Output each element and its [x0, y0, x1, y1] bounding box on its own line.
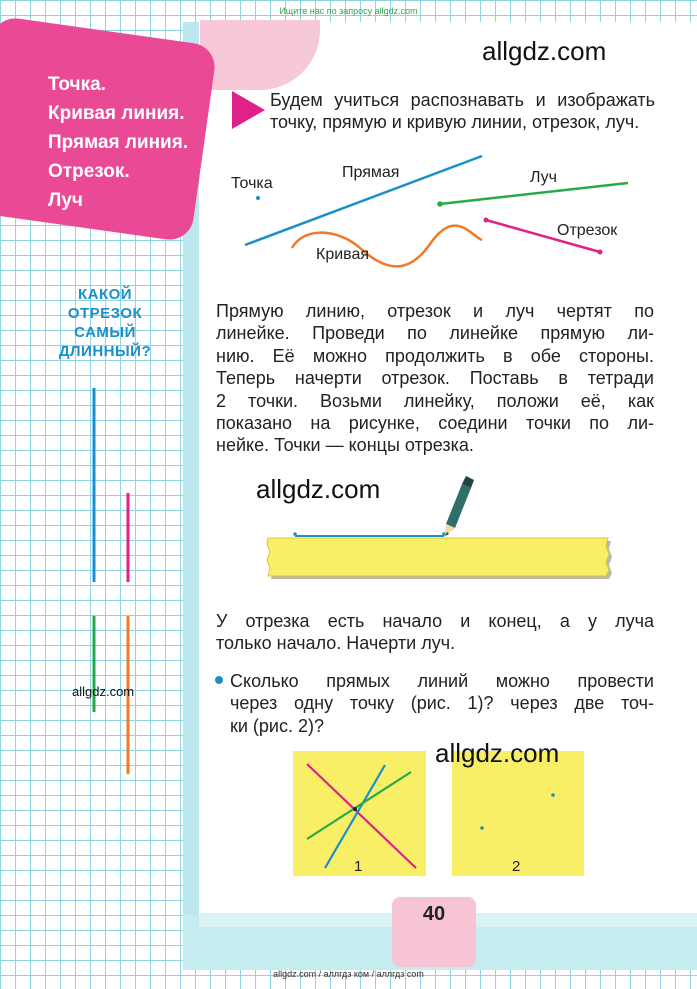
- question-line: ОТРЕЗОК: [67, 305, 143, 322]
- play-triangle-icon: [231, 91, 267, 131]
- left-question: [40, 285, 170, 361]
- footer-note: allgdz.com / аллгдз ком / аллгдз com: [273, 969, 424, 979]
- question-line: через одну точку (рис. 1)? через две точ-: [230, 693, 654, 714]
- paragraph-2: [216, 610, 654, 655]
- paragraph-line: показано на рисунке, соедини точки по ли-: [216, 413, 654, 434]
- figure-1-label: 1: [354, 858, 363, 875]
- paragraph-line: Теперь начерти отрезок. Поставь в тетради: [216, 368, 654, 389]
- bullet-icon: [215, 676, 223, 684]
- paragraph-line: У отрезка есть начало и конец, а у луча: [216, 611, 654, 631]
- point-b: [551, 793, 555, 797]
- geometry-diagram: [200, 140, 697, 280]
- point-mark: [256, 196, 260, 200]
- top-note: Ищите нас по запросу allgdz.com: [279, 6, 418, 16]
- drawn-segment-end-a: [293, 532, 297, 536]
- question-line: ДЛИННЫЙ?: [58, 343, 152, 360]
- pencil-icon: [445, 476, 474, 536]
- banner-line: Кривая линия.: [48, 103, 185, 124]
- label-line: Прямая: [342, 164, 400, 181]
- watermark-ruler: allgdz.com: [256, 474, 381, 504]
- question-text: [230, 670, 654, 737]
- segment-end-a: [484, 218, 489, 223]
- watermark-top: allgdz.com: [482, 36, 607, 66]
- intro-line: Будем учиться распознавать и изображать: [270, 90, 655, 110]
- paragraph-line: 2 точки. Возьми линейку, положи её, как: [216, 390, 654, 411]
- banner-text: [48, 70, 188, 215]
- ruler-illustration: [262, 474, 614, 584]
- question-line: ки (рис. 2)?: [230, 715, 325, 736]
- point-a: [480, 826, 484, 830]
- watermark-squares: allgdz.com: [435, 738, 560, 768]
- banner-line: Отрезок.: [48, 161, 130, 182]
- banner-line: Прямая линия.: [48, 132, 189, 153]
- ray-start-point: [437, 201, 443, 207]
- line-blue: [325, 765, 385, 868]
- label-point: Точка: [231, 175, 273, 192]
- label-curve: Кривая: [316, 246, 370, 263]
- center-point: [353, 807, 357, 811]
- banner-line: Луч: [48, 190, 83, 211]
- ruler-body: [267, 538, 609, 576]
- figure-2-label: 2: [512, 858, 521, 875]
- watermark-left: allgdz.com: [72, 684, 135, 699]
- question-line: КАКОЙ: [77, 286, 133, 303]
- paragraph-line: нию. Её можно продолжить в обе стороны.: [216, 345, 654, 366]
- question-line: САМЫЙ: [74, 324, 136, 341]
- label-ray: Луч: [530, 169, 558, 186]
- paragraph-line: Прямую линию, отрезок и луч чертят по: [216, 301, 654, 321]
- intro-text: [270, 89, 655, 134]
- paragraph-line: нейке. Точки — концы отрезка.: [216, 435, 474, 456]
- paragraph-line: только начало. Начерти луч.: [216, 633, 456, 654]
- segment-end-b: [598, 250, 603, 255]
- question-line: Сколько прямых линий можно провести: [230, 671, 654, 691]
- label-segment: Отрезок: [557, 222, 618, 239]
- page-number: 40: [422, 903, 446, 925]
- segments-comparison: [60, 380, 160, 780]
- banner-line: Точка.: [48, 74, 106, 95]
- line-green: [307, 772, 411, 839]
- paragraph-1: [216, 300, 654, 457]
- intro-line: точку, прямую и кривую линии, отрезок, луч.: [270, 112, 640, 133]
- paragraph-line: линейке. Проведи по линейке прямую ли-: [216, 323, 654, 344]
